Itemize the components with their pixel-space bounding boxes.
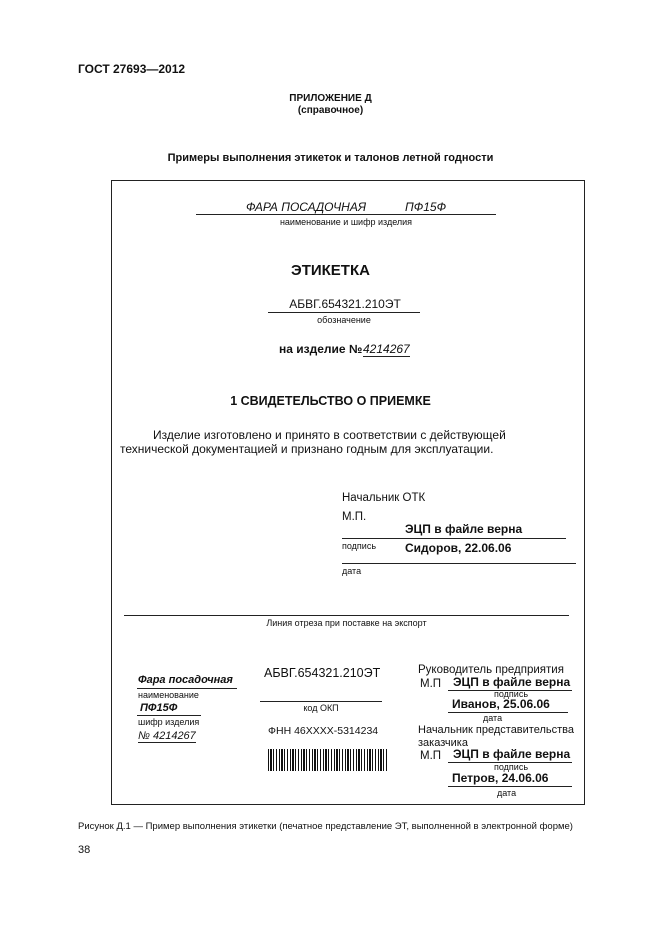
- cert-text-1: Изделие изготовлено и принято в соответствии с действующей: [153, 428, 506, 442]
- coupon-signature-1: ЭЦП в файле верна: [453, 675, 571, 689]
- coupon-date-caption-1: дата: [483, 713, 503, 723]
- designation-caption: обозначение: [317, 315, 371, 325]
- cut-line: [124, 615, 569, 616]
- coupon-date-caption-2: дата: [497, 788, 517, 798]
- signature-caption: подпись: [342, 541, 377, 551]
- coupon-name-line: [137, 688, 237, 689]
- appendix-subtitle: (справочное): [297, 105, 364, 116]
- coupon-mp-2: М.П: [420, 750, 442, 762]
- coupon-date-line-2: [448, 786, 572, 787]
- barcode-image: [268, 749, 388, 771]
- okp-caption: код ОКП: [303, 703, 339, 713]
- coupon-date-line-1: [448, 712, 568, 713]
- product-no: 4214267: [363, 342, 410, 356]
- cut-line-caption: Линия отреза при поставке на экспорт: [266, 618, 427, 628]
- product-code: ПФ15Ф: [405, 200, 447, 214]
- product-name: ФАРА ПОСАДОЧНАЯ: [246, 200, 367, 214]
- designation: АБВГ.654321.210ЭТ: [289, 297, 401, 311]
- standard-header: ГОСТ 27693—2012: [78, 62, 186, 76]
- coupon-name: Фара посадочная: [138, 674, 233, 686]
- coupon-designation: АБВГ.654321.210ЭТ: [264, 666, 381, 680]
- fnn-code: ФНН 46XXXX-5314234: [268, 725, 379, 737]
- coupon-code-caption: шифр изделия: [138, 717, 200, 727]
- section-title: Примеры выполнения этикеток и талонов летной годности: [167, 152, 494, 164]
- coupon-signer-2: Петров, 24.06.06: [452, 771, 549, 785]
- product-name-line: [196, 214, 496, 215]
- date-line: [342, 563, 576, 564]
- signature: ЭЦП в файле верна: [405, 522, 523, 536]
- cert-heading: 1 СВИДЕТЕЛЬСТВО О ПРИЕМКЕ: [230, 394, 431, 408]
- page-number: 38: [78, 844, 91, 856]
- name-caption: наименование и шифр изделия: [279, 217, 413, 227]
- coupon-signature-caption-2: подпись: [494, 762, 529, 772]
- mp-stamp: М.П.: [342, 511, 367, 523]
- date-caption: дата: [342, 566, 362, 576]
- okp-line: [260, 701, 382, 702]
- signer-date: Сидоров, 22.06.06: [405, 541, 512, 555]
- coupon-code: ПФ15Ф: [140, 702, 178, 714]
- appendix-title: ПРИЛОЖЕНИЕ Д: [289, 93, 372, 104]
- director-title: Руководитель предприятия: [418, 664, 564, 676]
- cert-text-2: технической документацией и признано годным для эксплуатации.: [120, 442, 494, 456]
- otk-head: Начальник ОТК: [342, 492, 426, 504]
- coupon-signature-2: ЭЦП в файле верна: [453, 747, 571, 761]
- customer-rep-line-1: Начальник представительства: [418, 724, 574, 736]
- coupon-code-line: [137, 715, 201, 716]
- coupon-signature-caption-1: подпись: [494, 689, 529, 699]
- coupon-signer-1: Иванов, 25.06.06: [452, 697, 550, 711]
- designation-line: [268, 312, 420, 313]
- coupon-mp-1: М.П: [420, 678, 442, 690]
- doc-title: ЭТИКЕТКА: [291, 262, 370, 279]
- signature-line: [342, 538, 566, 539]
- figure-caption: Рисунок Д.1 — Пример выполнения этикетки (печатное представление ЭТ, выполненной в электронной форме): [78, 821, 573, 832]
- coupon-number: № 4214267: [138, 730, 196, 742]
- coupon-name-caption: наименование: [138, 690, 199, 700]
- product-no-prefix: на изделие №: [279, 342, 363, 356]
- customer-rep-line-2: заказчика: [418, 737, 468, 749]
